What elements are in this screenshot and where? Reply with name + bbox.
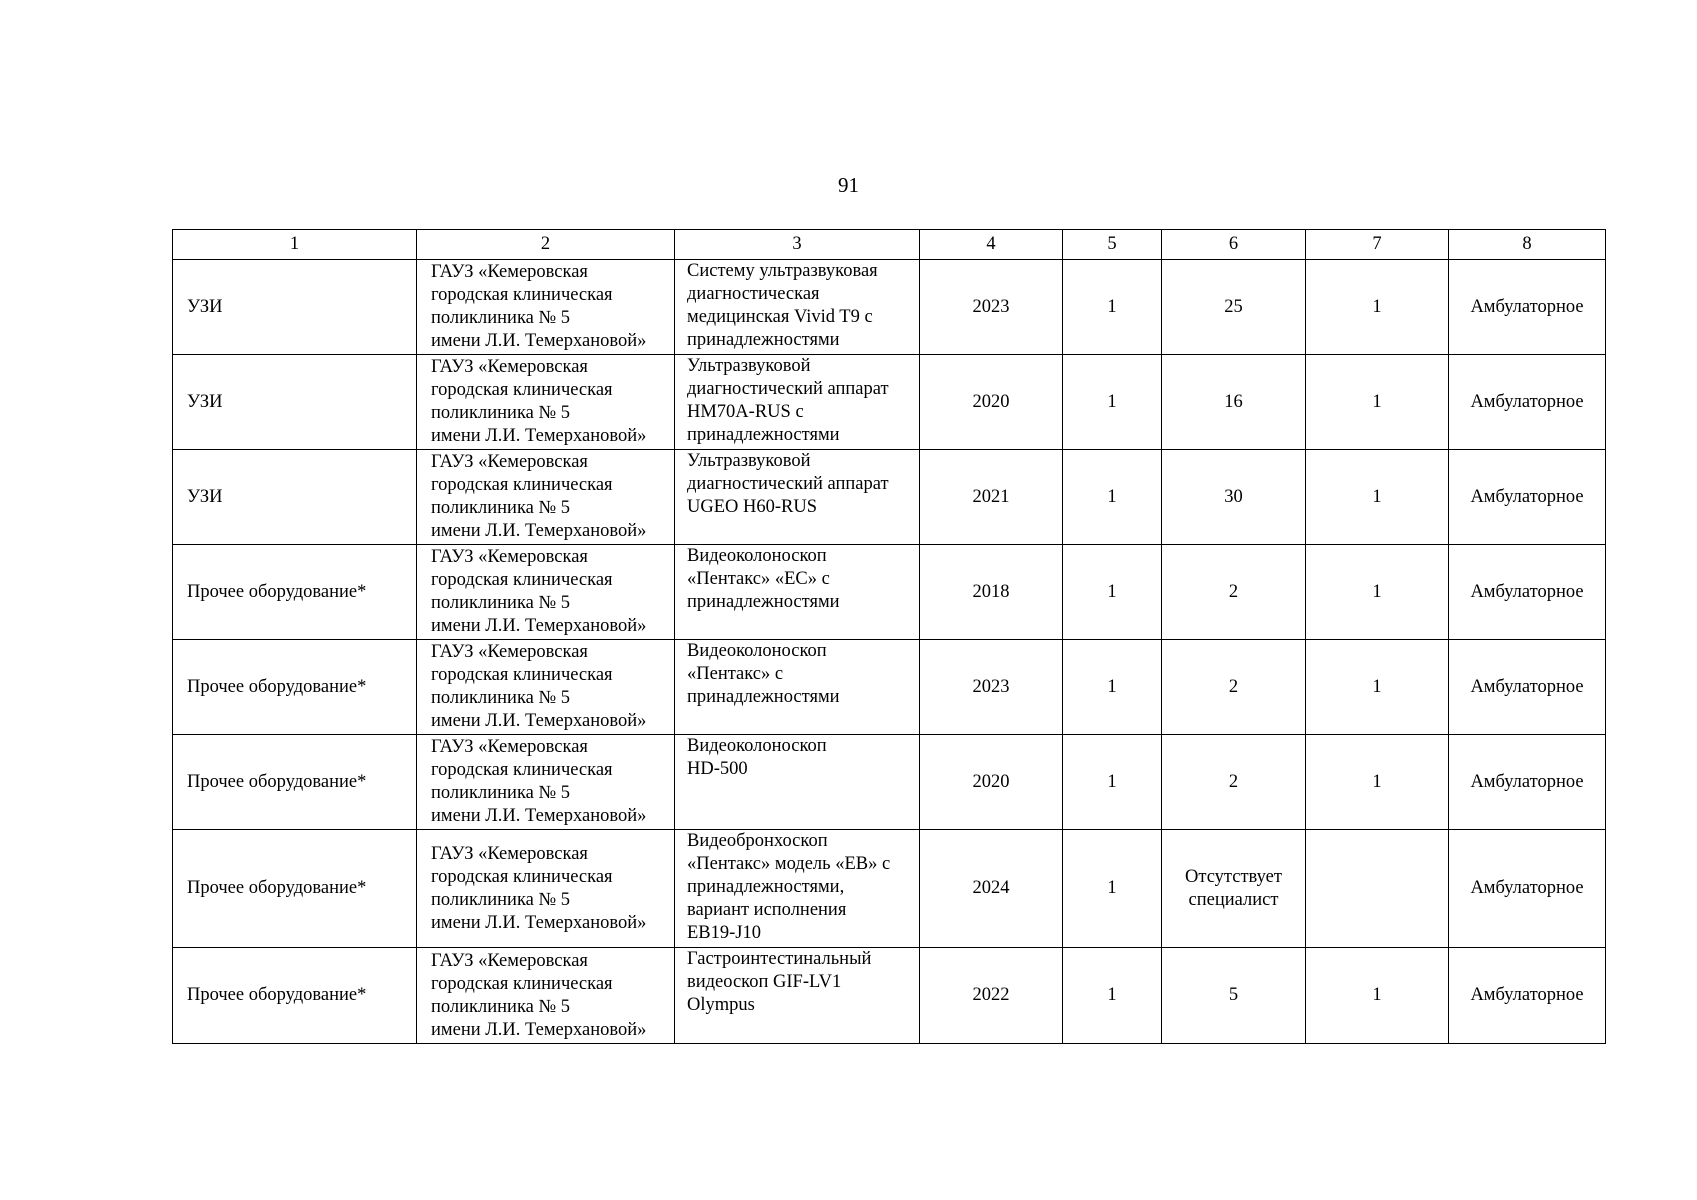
table-row xyxy=(173,948,1606,1044)
care-type-value: Амбулаторное xyxy=(1470,676,1584,697)
quantity-value: 1 xyxy=(1107,391,1117,412)
device-name-cell xyxy=(675,948,920,1044)
load-cell xyxy=(1162,545,1306,640)
shift-cell xyxy=(1306,545,1449,640)
device-name-line: UGEO H60-RUS xyxy=(687,497,818,517)
care-type-cell xyxy=(1449,640,1606,735)
header-row xyxy=(173,230,1606,260)
organization-cell xyxy=(417,640,675,735)
shift-cell xyxy=(1306,948,1449,1044)
header-cell: 1 xyxy=(173,230,417,260)
organization-line: поликлиника № 5 xyxy=(431,498,571,518)
equipment-type: Прочее оборудование* xyxy=(187,581,367,602)
organization-line: ГАУЗ «Кемеровская xyxy=(431,642,588,662)
care-type-cell xyxy=(1449,545,1606,640)
organization-line: ГАУЗ «Кемеровская xyxy=(431,843,588,864)
header-cell: 2 xyxy=(417,230,675,260)
care-type-cell xyxy=(1449,260,1606,355)
equipment-type-cell xyxy=(173,640,417,735)
organization-line: городская клиническая xyxy=(431,380,613,400)
organization-line: имени Л.И. Темерхановой» xyxy=(431,616,647,636)
load-value-line: 25 xyxy=(1224,296,1243,317)
equipment-type-cell xyxy=(173,450,417,545)
equipment-type-cell xyxy=(173,735,417,830)
device-name-line: диагностический аппарат xyxy=(687,379,889,399)
care-type-cell xyxy=(1449,355,1606,450)
device-name-line: Olympus xyxy=(687,995,755,1015)
quantity-cell xyxy=(1063,355,1162,450)
device-name-line: HD-500 xyxy=(687,759,748,779)
organization-line: городская клиническая xyxy=(431,285,613,305)
care-type-cell xyxy=(1449,948,1606,1044)
header-cell: 8 xyxy=(1449,230,1606,260)
load-cell xyxy=(1162,948,1306,1044)
device-name-line: «Пентакс» «ЕС» с xyxy=(687,569,830,589)
organization-line: поликлиника № 5 xyxy=(431,996,571,1017)
care-type-value: Амбулаторное xyxy=(1470,581,1584,602)
equipment-type: Прочее оборудование* xyxy=(187,878,367,898)
table-row xyxy=(173,830,1606,948)
organization-line: поликлиника № 5 xyxy=(431,593,571,613)
organization-line: имени Л.И. Темерхановой» xyxy=(431,331,647,351)
organization-cell xyxy=(417,830,675,948)
device-name-line: Видеоколоноскоп xyxy=(687,736,827,756)
organization-cell xyxy=(417,355,675,450)
device-name-cell xyxy=(675,355,920,450)
equipment-type: УЗИ xyxy=(187,391,223,412)
quantity-value: 1 xyxy=(1107,676,1117,697)
device-name-line: диагностическая xyxy=(687,284,820,304)
equipment-type-cell xyxy=(173,355,417,450)
equipment-type-cell xyxy=(173,260,417,355)
organization-cell xyxy=(417,260,675,355)
device-name-line: HM70A-RUS с xyxy=(687,402,804,422)
year-value: 2018 xyxy=(972,581,1010,602)
device-name-line: Видеоколоноскоп xyxy=(687,546,827,566)
organization-cell xyxy=(417,450,675,545)
organization-line: имени Л.И. Темерхановой» xyxy=(431,521,647,541)
organization-line: ГАУЗ «Кемеровская xyxy=(431,737,588,757)
device-name-line: Гастроинтестинальный xyxy=(687,949,872,969)
device-name-cell xyxy=(675,260,920,355)
device-name-line: принадлежностями, xyxy=(687,877,845,897)
table-row xyxy=(173,545,1606,640)
page-number: 91 xyxy=(838,173,859,197)
equipment-type: УЗИ xyxy=(187,486,223,507)
header-cell: 5 xyxy=(1063,230,1162,260)
care-type-value: Амбулаторное xyxy=(1470,296,1584,317)
year-value: 2021 xyxy=(972,486,1010,507)
device-name-line: Ультразвуковой xyxy=(687,356,811,376)
load-value-line: 30 xyxy=(1224,486,1243,507)
table-row xyxy=(173,735,1606,830)
organization-line: городская клиническая xyxy=(431,866,613,887)
organization-line: городская клиническая xyxy=(431,973,613,994)
load-value-line: специалист xyxy=(1188,889,1279,910)
device-name-cell xyxy=(675,450,920,545)
equipment-table xyxy=(172,229,1606,1044)
table-row xyxy=(173,355,1606,450)
table-body xyxy=(173,260,1606,1044)
load-cell xyxy=(1162,355,1306,450)
organization-line: городская клиническая xyxy=(431,665,613,685)
shift-cell xyxy=(1306,640,1449,735)
device-name-line: «Пентакс» модель «ЕВ» с xyxy=(687,854,891,874)
device-name-line: медицинская Vivid T9 с xyxy=(687,307,873,327)
device-name-line: Видеоколоноскоп xyxy=(687,641,827,661)
care-type-cell xyxy=(1449,830,1606,948)
equipment-type: Прочее оборудование* xyxy=(187,771,367,792)
shift-cell xyxy=(1306,260,1449,355)
header-cell: 6 xyxy=(1162,230,1306,260)
organization-cell xyxy=(417,735,675,830)
shift-value: 1 xyxy=(1372,581,1382,602)
organization-line: поликлиника № 5 xyxy=(431,308,571,328)
shift-cell xyxy=(1306,735,1449,830)
shift-cell xyxy=(1306,830,1449,948)
care-type-cell xyxy=(1449,735,1606,830)
organization-line: имени Л.И. Темерхановой» xyxy=(431,806,647,826)
device-name-line: EB19-J10 xyxy=(687,923,761,943)
device-name-line: диагностический аппарат xyxy=(687,474,889,494)
header-cell: 3 xyxy=(675,230,920,260)
load-value-line: 2 xyxy=(1228,676,1239,697)
quantity-value: 1 xyxy=(1107,296,1117,317)
load-cell xyxy=(1162,830,1306,948)
quantity-cell xyxy=(1063,948,1162,1044)
device-name-line: Систему ультразвуковая xyxy=(687,261,878,281)
device-name-cell xyxy=(675,830,920,948)
year-value: 2022 xyxy=(972,985,1010,1005)
load-value-line: 2 xyxy=(1228,771,1239,792)
quantity-value: 1 xyxy=(1107,771,1117,792)
quantity-value: 1 xyxy=(1107,581,1117,602)
year-value: 2020 xyxy=(972,771,1010,792)
load-value-line: 5 xyxy=(1228,985,1239,1005)
shift-cell xyxy=(1306,450,1449,545)
year-cell xyxy=(920,545,1063,640)
organization-line: городская клиническая xyxy=(431,760,613,780)
organization-line: городская клиническая xyxy=(431,570,613,590)
table-row xyxy=(173,260,1606,355)
organization-cell xyxy=(417,948,675,1044)
organization-line: ГАУЗ «Кемеровская xyxy=(431,262,588,282)
load-value-line: 16 xyxy=(1224,391,1243,412)
organization-line: поликлиника № 5 xyxy=(431,688,571,708)
shift-value: 1 xyxy=(1372,985,1382,1005)
organization-line: поликлиника № 5 xyxy=(431,889,571,910)
year-cell xyxy=(920,830,1063,948)
shift-value: 1 xyxy=(1372,771,1382,792)
quantity-value: 1 xyxy=(1107,878,1117,898)
table-row xyxy=(173,450,1606,545)
load-value-line: Отсутствует xyxy=(1185,866,1282,887)
year-value: 2024 xyxy=(972,878,1010,898)
header-cell: 7 xyxy=(1306,230,1449,260)
device-name-cell xyxy=(675,640,920,735)
quantity-cell xyxy=(1063,545,1162,640)
care-type-value: Амбулаторное xyxy=(1470,391,1584,412)
device-name-line: «Пентакс» с xyxy=(687,664,784,684)
year-cell xyxy=(920,735,1063,830)
equipment-type-cell xyxy=(173,545,417,640)
load-value-line: 2 xyxy=(1228,581,1239,602)
device-name-line: принадлежностями xyxy=(687,687,840,707)
quantity-cell xyxy=(1063,640,1162,735)
quantity-cell xyxy=(1063,260,1162,355)
care-type-value: Амбулаторное xyxy=(1470,985,1584,1005)
device-name-line: вариант исполнения xyxy=(687,900,847,920)
device-name-line: Видеобронхоскоп xyxy=(687,831,828,851)
year-cell xyxy=(920,640,1063,735)
load-cell xyxy=(1162,640,1306,735)
device-name-line: принадлежностями xyxy=(687,592,840,612)
organization-line: имени Л.И. Темерхановой» xyxy=(431,711,647,731)
equipment-type-cell xyxy=(173,830,417,948)
year-cell xyxy=(920,948,1063,1044)
device-name-line: принадлежностями xyxy=(687,425,840,445)
organization-line: ГАУЗ «Кемеровская xyxy=(431,547,588,567)
equipment-type: Прочее оборудование* xyxy=(187,676,367,697)
organization-line: ГАУЗ «Кемеровская xyxy=(431,357,588,377)
organization-line: имени Л.И. Темерхановой» xyxy=(431,1019,647,1040)
equipment-type: УЗИ xyxy=(187,296,223,317)
organization-line: ГАУЗ «Кемеровская xyxy=(431,452,588,472)
shift-value: 1 xyxy=(1372,296,1382,317)
shift-value: 1 xyxy=(1372,391,1382,412)
year-value: 2023 xyxy=(972,676,1010,697)
quantity-cell xyxy=(1063,830,1162,948)
care-type-value: Амбулаторное xyxy=(1470,486,1584,507)
equipment-type-cell xyxy=(173,948,417,1044)
organization-line: имени Л.И. Темерхановой» xyxy=(431,912,647,933)
care-type-value: Амбулаторное xyxy=(1470,771,1584,792)
header-cell: 4 xyxy=(920,230,1063,260)
organization-line: поликлиника № 5 xyxy=(431,403,571,423)
year-cell xyxy=(920,450,1063,545)
shift-value: 1 xyxy=(1372,676,1382,697)
equipment-type: Прочее оборудование* xyxy=(187,985,367,1005)
shift-value: 1 xyxy=(1372,486,1382,507)
organization-line: поликлиника № 5 xyxy=(431,783,571,803)
year-value: 2023 xyxy=(972,296,1010,317)
table-row xyxy=(173,640,1606,735)
care-type-value: Амбулаторное xyxy=(1470,878,1584,898)
device-name-line: принадлежностями xyxy=(687,330,840,350)
quantity-value: 1 xyxy=(1107,985,1117,1005)
organization-line: имени Л.И. Темерхановой» xyxy=(431,426,647,446)
organization-line: ГАУЗ «Кемеровская xyxy=(431,950,588,971)
device-name-line: Ультразвуковой xyxy=(687,451,811,471)
quantity-cell xyxy=(1063,735,1162,830)
device-name-cell xyxy=(675,545,920,640)
device-name-cell xyxy=(675,735,920,830)
load-cell xyxy=(1162,450,1306,545)
device-name-line: видеоскоп GIF-LV1 xyxy=(687,972,842,992)
year-cell xyxy=(920,260,1063,355)
shift-cell xyxy=(1306,355,1449,450)
load-cell xyxy=(1162,735,1306,830)
care-type-cell xyxy=(1449,450,1606,545)
organization-cell xyxy=(417,545,675,640)
year-value: 2020 xyxy=(972,391,1010,412)
load-cell xyxy=(1162,260,1306,355)
year-cell xyxy=(920,355,1063,450)
quantity-value: 1 xyxy=(1107,486,1117,507)
quantity-cell xyxy=(1063,450,1162,545)
organization-line: городская клиническая xyxy=(431,475,613,495)
